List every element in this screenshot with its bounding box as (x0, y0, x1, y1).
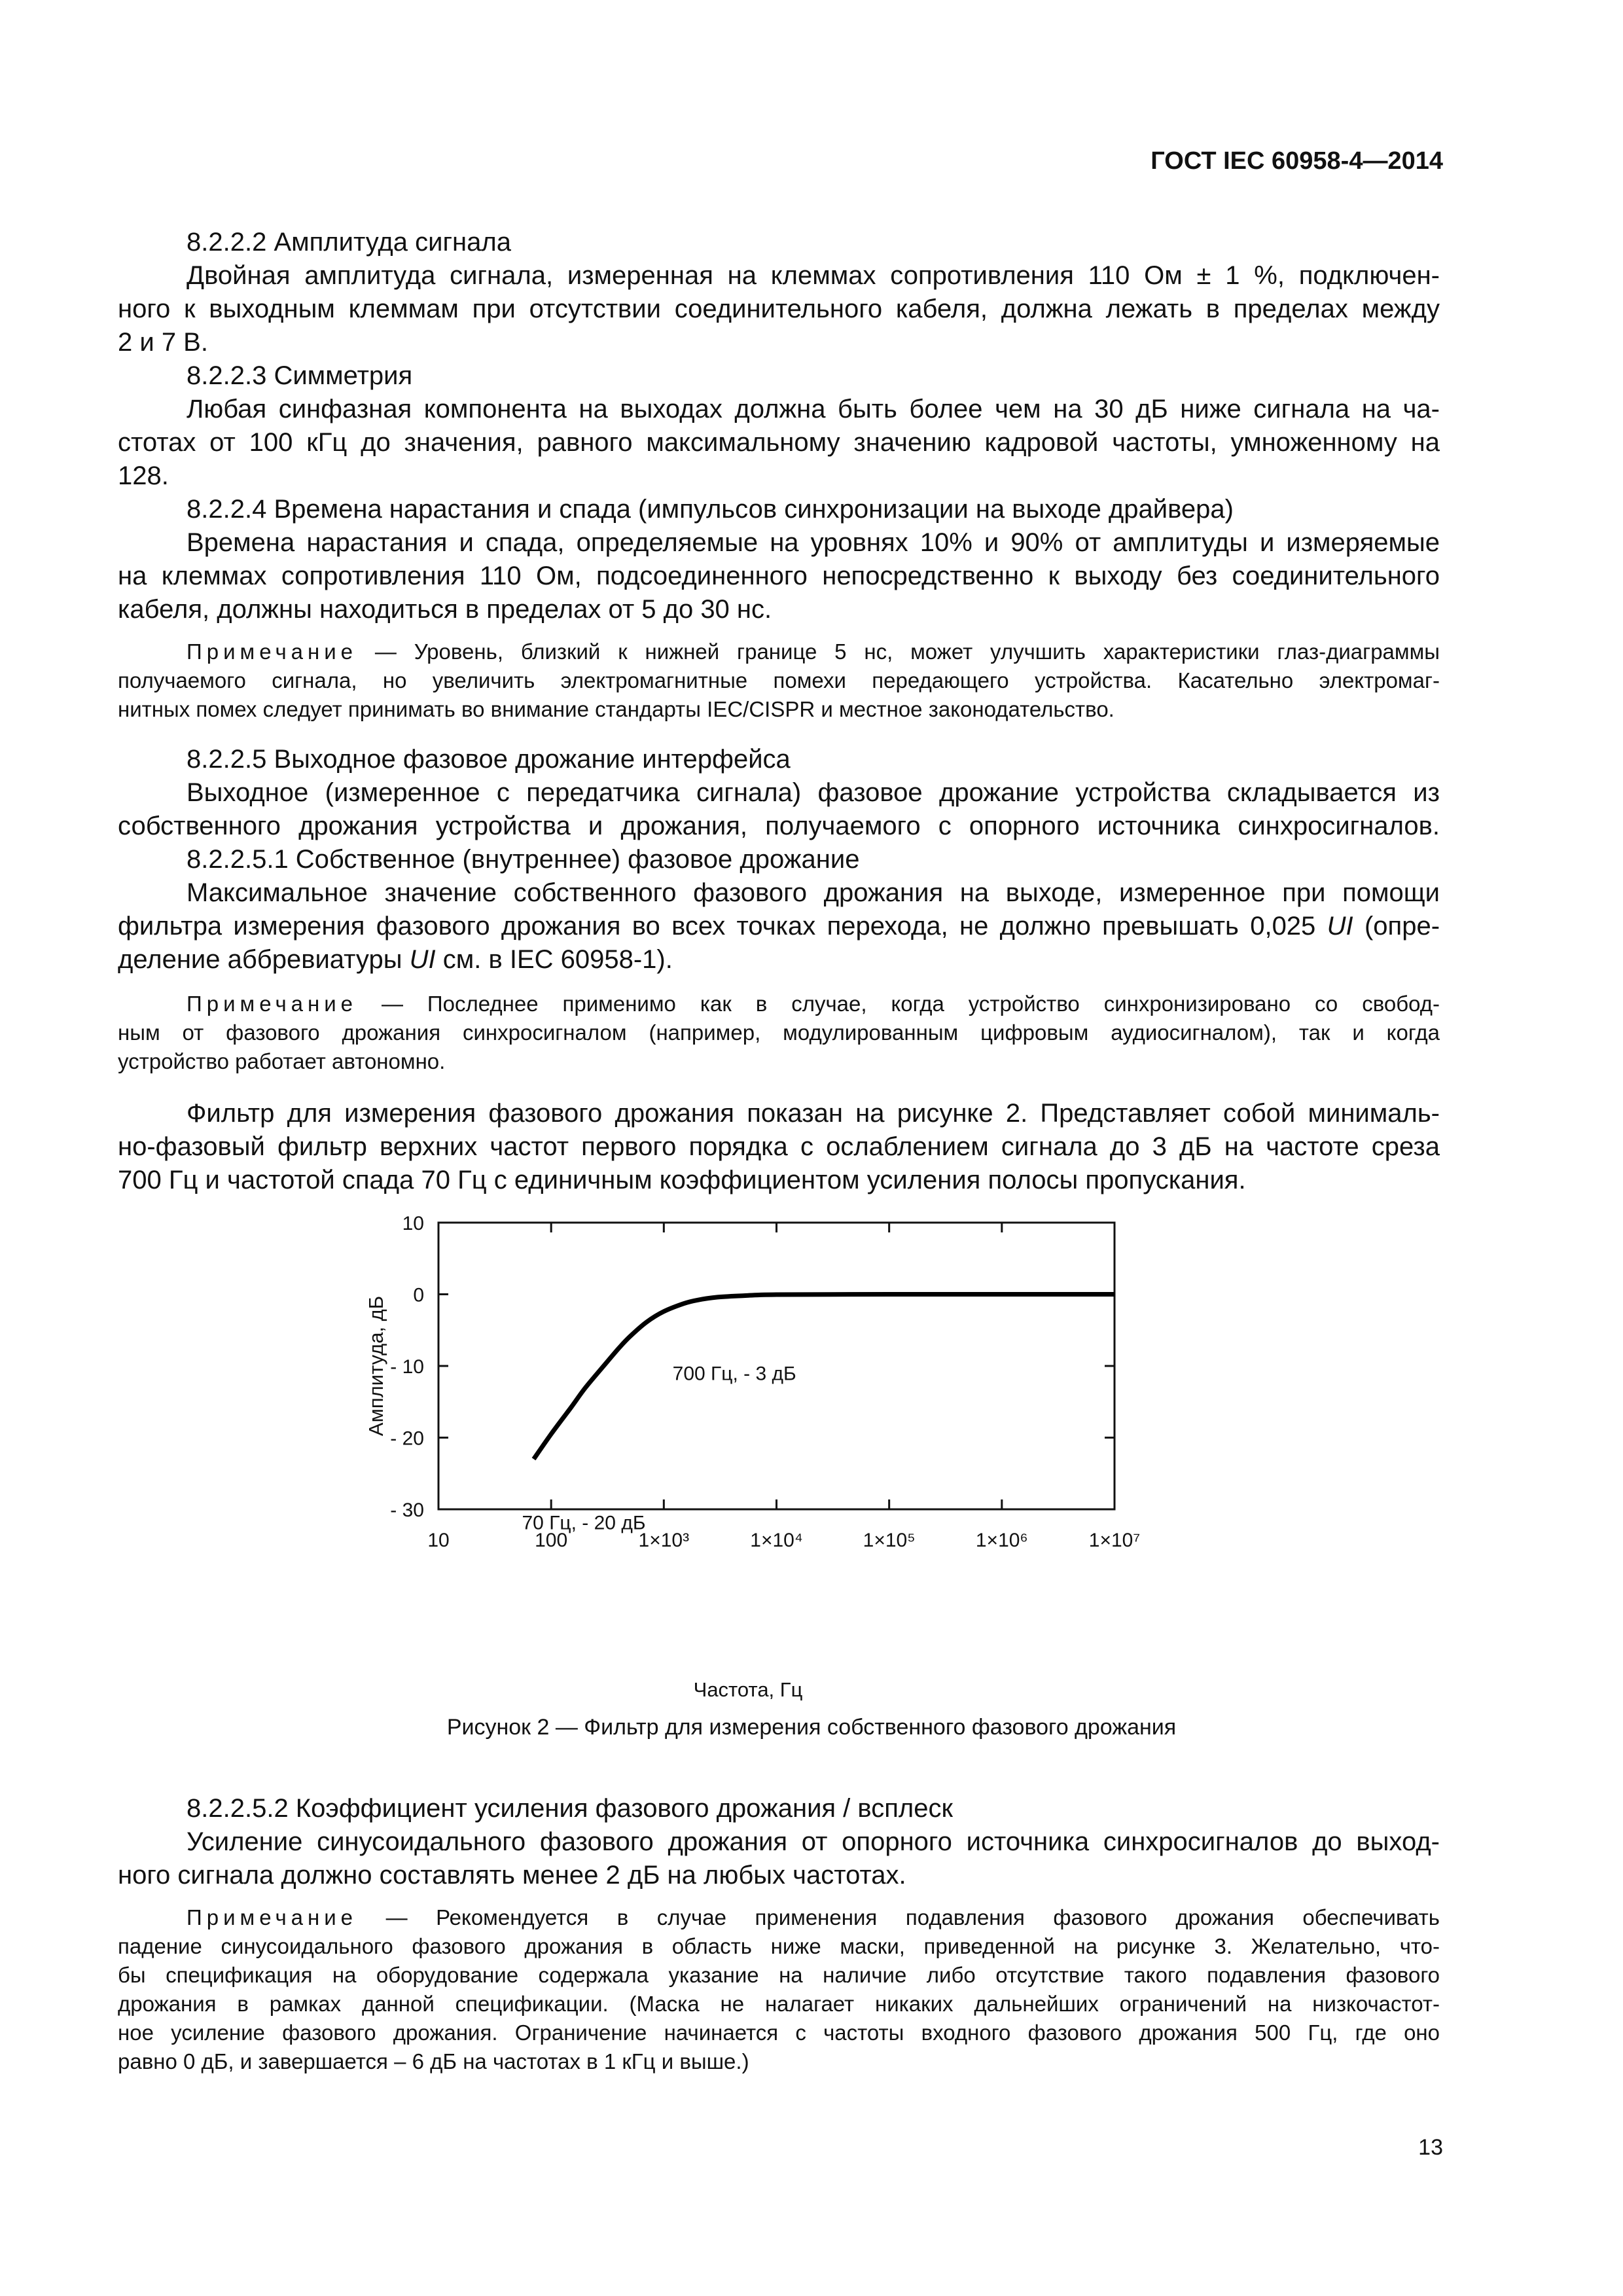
x-tick-label: 1×10⁵ (863, 1530, 916, 1551)
paragraph-line: кабеля, должны находиться в пределах от 5 до 30 нс. (118, 595, 772, 624)
section-heading: 8.2.2.5.2 Коэффициент усиления фазового дрожания / всплеск (187, 1794, 953, 1823)
note-label: Примечание (187, 639, 358, 664)
section-heading: 8.2.2.4 Времена нарастания и спада (импульсов синхронизации на выходе драйвера) (187, 495, 1234, 524)
y-tick-label: 10 (402, 1213, 424, 1234)
y-tick-label: - 10 (390, 1356, 424, 1378)
y-tick-label: 0 (413, 1284, 424, 1306)
filter-response-chart (0, 1204, 1623, 1721)
note-line: ное усиление фазового дрожания. Ограничение начинается с частоты входного фазового дрожания 500 Гц, где оно (118, 2020, 1440, 2045)
x-tick-label: 1×10⁴ (750, 1530, 803, 1551)
note-label: Примечание (187, 992, 358, 1016)
x-tick-label: 1×10⁶ (975, 1530, 1028, 1551)
note-line: устройство работает автономно. (118, 1049, 446, 1073)
note-line: равно 0 дБ, и завершается – 6 дБ на частотах в 1 кГц и выше.) (118, 2049, 749, 2073)
note-line: нитных помех следует принимать во внимание стандарты IEC/CISPR и местное законодательство. (118, 697, 1115, 721)
y-tick-label: - 20 (390, 1427, 424, 1450)
y-axis-label: Амплитуда, дБ (365, 1295, 387, 1437)
note-line: получаемого сигнала, но увеличить электромагнитные помехи передающего устройства. Касательно электромаг- (118, 668, 1440, 692)
annotation-700hz: 700 Гц, - 3 дБ (672, 1363, 796, 1385)
figure-caption: Рисунок 2 — Фильтр для измерения собственного фазового дрожания (446, 1715, 1177, 1740)
paragraph-line: 2 и 7 В. (118, 328, 208, 357)
paragraph-line: Усиление синусоидального фазового дрожания от опорного источника синхросигналов до выход- (187, 1827, 1440, 1856)
note-line: Примечание — Последнее применимо как в случае, когда устройство синхронизировано со свобод- (187, 992, 1440, 1016)
y-tick-label: - 30 (390, 1499, 424, 1521)
note-line: падение синусоидального фазового дрожания в область ниже маски, приведенной на рисунке 3. Желательно, что- (118, 1934, 1440, 1958)
annotation-70hz: 70 Гц, - 20 дБ (522, 1512, 646, 1534)
note-line: ным от фазового дрожания синхросигналом (например, модулированным цифровым аудиосигналом), так и когда (118, 1020, 1440, 1045)
paragraph-line: Двойная амплитуда сигнала, измеренная на клеммах сопротивления 110 Ом ± 1 %, подключен- (187, 261, 1440, 290)
paragraph-line: собственного дрожания устройства и дрожания, получаемого с опорного источника синхросигналов. (118, 812, 1440, 840)
paragraph-line: но-фазовый фильтр верхних частот первого порядка с ослаблением сигнала до 3 дБ на частоте среза (118, 1132, 1440, 1161)
document-header: ГОСТ IEC 60958-4—2014 (1150, 147, 1443, 175)
x-tick-label: 1×10⁷ (1088, 1530, 1141, 1551)
paragraph-line: Любая синфазная компонента на выходах должна быть более чем на 30 дБ ниже сигнала на ча- (187, 395, 1440, 423)
paragraph-line: стотах от 100 кГц до значения, равного максимальному значению кадровой частоты, умноженному на (118, 428, 1440, 457)
paragraph-line: 700 Гц и частотой спада 70 Гц с единичным коэффициентом усиления полосы пропускания. (118, 1166, 1246, 1194)
section-heading: 8.2.2.2 Амплитуда сигнала (187, 228, 511, 257)
x-axis-label: Частота, Гц (693, 1678, 803, 1701)
note-line: бы спецификация на оборудование содержала указание на наличие либо отсутствие такого подавления фазового (118, 1963, 1440, 1987)
note-line: Примечание — Уровень, близкий к нижней границе 5 нс, может улучшить характеристики глаз-диаграммы (187, 639, 1440, 664)
x-tick-label: 100 (535, 1530, 568, 1551)
paragraph-line: Выходное (измеренное с передатчика сигнала) фазовое дрожание устройства складывается из (187, 778, 1440, 807)
paragraph-line: ного сигнала должно составлять менее 2 дБ на любых частотах. (118, 1861, 906, 1890)
section-heading: 8.2.2.5.1 Собственное (внутреннее) фазовое дрожание (187, 845, 860, 874)
paragraph-line: на клеммах сопротивления 110 Ом, подсоединенного непосредственно к выходу без соединительного (118, 562, 1440, 590)
paragraph-line: Максимальное значение собственного фазового дрожания на выходе, измеренное при помощи (187, 878, 1440, 907)
note-label: Примечание (187, 1905, 358, 1929)
note-line: дрожания в рамках данной спецификации. (Маска не налагает никаких дальнейших ограничений на низкочастот- (118, 1992, 1440, 2016)
section-heading: 8.2.2.3 Симметрия (187, 361, 413, 390)
x-tick-label: 10 (427, 1530, 450, 1551)
paragraph-line: фильтра измерения фазового дрожания во всех точках перехода, не должно превышать 0,025 UI (опре- (118, 912, 1440, 941)
page-number: 13 (1418, 2135, 1443, 2160)
response-curve (534, 1294, 1115, 1459)
x-tick-label: 1×10³ (638, 1530, 690, 1551)
paragraph-line: Времена нарастания и спада, определяемые на уровнях 10% и 90% от амплитуды и измеряемые (187, 528, 1440, 557)
section-heading: 8.2.2.5 Выходное фазовое дрожание интерфейса (187, 745, 791, 774)
paragraph-line: Фильтр для измерения фазового дрожания показан на рисунке 2. Представляет собой минималь- (187, 1099, 1440, 1128)
note-line: Примечание — Рекомендуется в случае применения подавления фазового дрожания обеспечивать (187, 1905, 1440, 1929)
paragraph-line: деление аббревиатуры UI см. в IEC 60958-1). (118, 945, 673, 974)
paragraph-line: ного к выходным клеммам при отсутствии соединительного кабеля, должна лежать в пределах между (118, 295, 1440, 323)
paragraph-line: 128. (118, 461, 169, 490)
